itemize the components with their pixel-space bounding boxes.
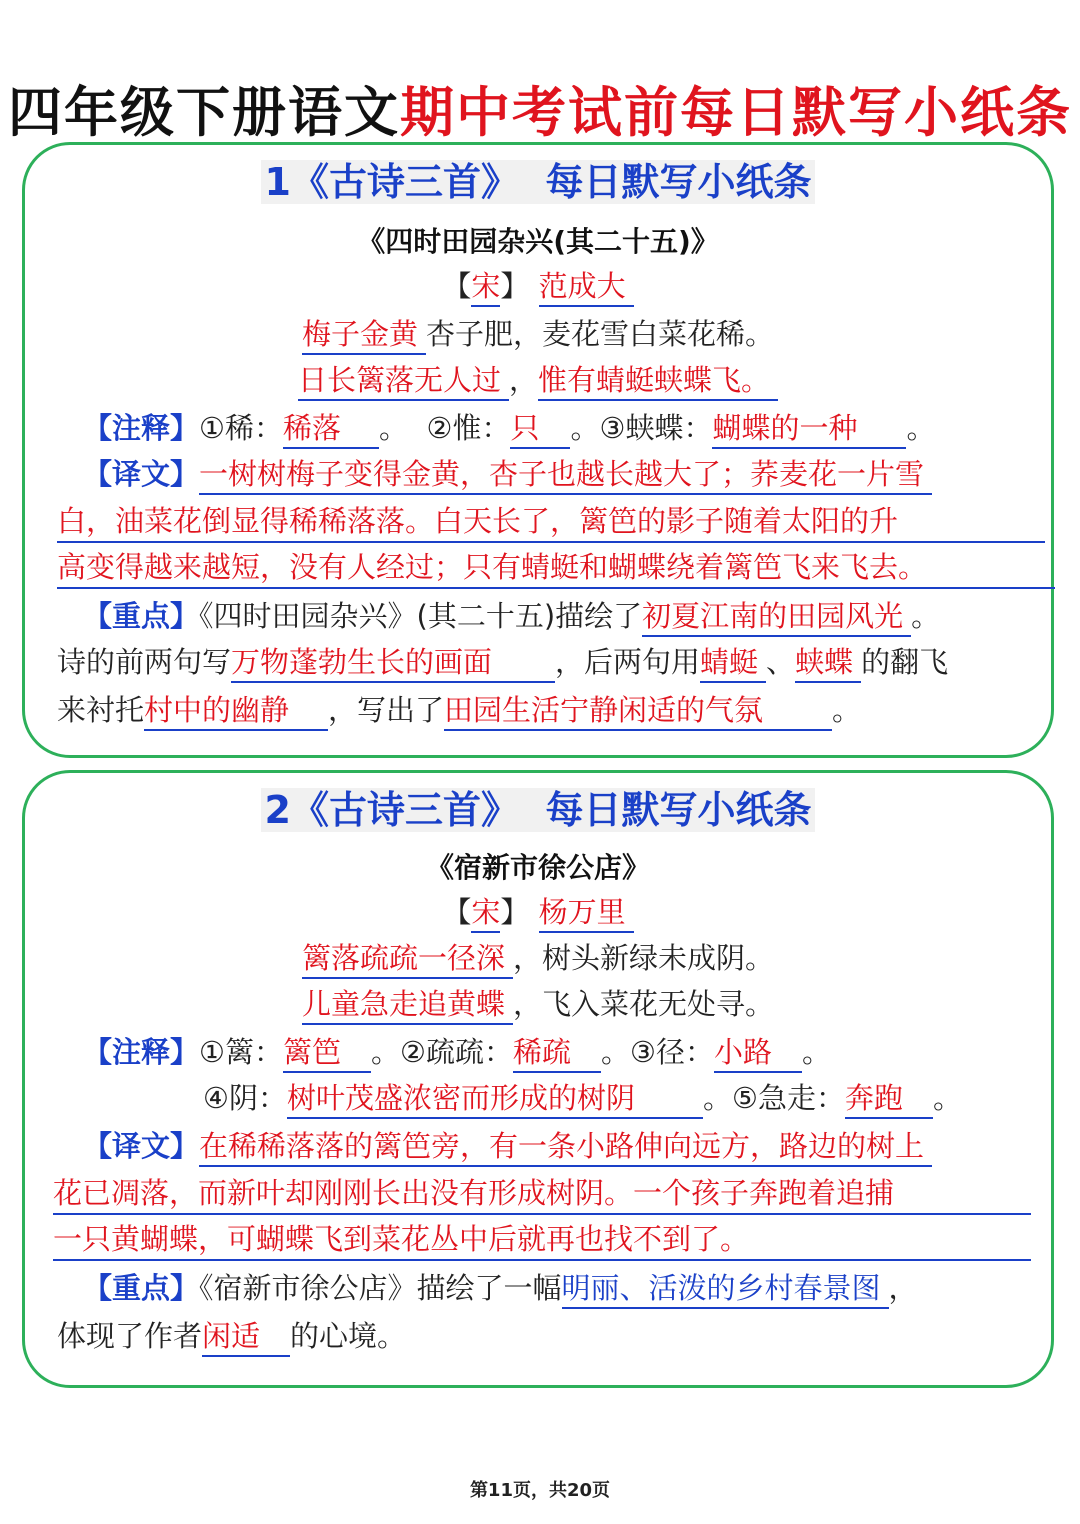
note-3-answer: 蝴蝶的一种 [712, 409, 906, 449]
note-3-label: 。③蛱蝶： [570, 411, 713, 445]
key-row-1 [83, 595, 1080, 637]
poem-line-2-fill: 儿童急走追黄蝶 [302, 985, 513, 1025]
key-2-answer-2: 蜻蜓 [700, 643, 766, 683]
key-1-text: 《宿新市徐公店》描绘了一幅 [199, 1271, 562, 1305]
note-2-label: 。 ②惟： [379, 411, 511, 445]
note-4-answer: 树叶茂盛浓密而形成的树阴 [287, 1079, 703, 1119]
card-subtitle: 每日默写小纸条 [545, 788, 812, 832]
key-row-2 [57, 1315, 1080, 1357]
key-2-sep: 、 [766, 645, 796, 679]
page-number: 第11页，共20页 [469, 1480, 611, 1501]
key-2-text: 诗的前两句写 [57, 645, 232, 679]
key-3-mid: ，写出了 [328, 693, 445, 727]
poem-line-2-rest: ，飞入菜花无处寻。 [513, 987, 775, 1021]
key-2-mid: ，后两句用 [555, 645, 701, 679]
note-2-answer: 只 [510, 409, 570, 449]
author: 杨万里 [539, 893, 634, 933]
key-1-answer: 初夏江南的田园风光 [642, 597, 911, 637]
poem-line-2-fill-b: 惟有蜻蜓蛱蝶飞。 [538, 361, 778, 401]
key-row-1 [83, 1267, 1080, 1309]
notes-row-1 [83, 1031, 1080, 1073]
note-3-answer: 小路 [714, 1033, 802, 1073]
key-2-answer: 万物蓬勃生长的画面 [231, 643, 555, 683]
translation-label: 【译文】 [83, 1129, 200, 1163]
card-heading [25, 789, 1051, 831]
key-2-end: 的翻飞 [861, 645, 949, 679]
poem-line-2 [25, 983, 1051, 1025]
card-book: 《古诗三首》 [290, 160, 519, 204]
poem-card-2 [22, 770, 1054, 1388]
poem-card-1 [22, 142, 1054, 758]
translation-line-2: 白，油菜花倒显得稀稀落落。白天长了，篱笆的影子随着太阳的升 [57, 501, 1045, 543]
note-2-label: 。②疏疏： [371, 1035, 514, 1069]
notes-row [83, 407, 1080, 449]
poem-author-line: 【宋】 杨万里 [25, 891, 1051, 933]
key-1-end: ， [888, 1271, 918, 1305]
note-3-label: 。③径： [601, 1035, 715, 1069]
notes-row-2 [203, 1077, 1080, 1119]
poem-line-2-fill-a: 日长篱落无人过 [298, 361, 509, 401]
poem-line-2 [25, 359, 1051, 401]
key-label: 【重点】 [83, 1271, 200, 1305]
key-3-answer: 村中的幽静 [144, 691, 328, 731]
card-number: 1 [264, 160, 291, 204]
card-subtitle: 每日默写小纸条 [545, 160, 812, 204]
card-heading [25, 161, 1051, 203]
note-end: 。 [802, 1035, 832, 1069]
note-1-label: ①篱： [199, 1035, 284, 1069]
poem-line-1 [25, 313, 1051, 355]
poem-title: 《宿新市徐公店》 [425, 851, 650, 884]
key-1-answer: 明丽、活泼的乡村春景图 [562, 1269, 889, 1309]
key-2-text: 体现了作者 [57, 1319, 203, 1353]
translation-line-1: 在稀稀落落的篱笆旁，有一条小路伸向远方，路边的树上 [199, 1127, 932, 1167]
poem-line-1-rest: ，树头新绿未成阴。 [513, 941, 775, 975]
note-end: 。 [906, 411, 936, 445]
key-3-end: 。 [832, 693, 862, 727]
author: 范成大 [539, 267, 634, 307]
translation-line-3: 一只黄蝴蝶，可蝴蝶飞到菜花丛中后就再也找不到了。 [53, 1219, 1031, 1261]
poem-title: 《四时田园杂兴(其二十五)》 [357, 225, 719, 258]
poem-line-1-fill: 梅子金黄 [302, 315, 426, 355]
note-5-answer: 奔跑 [845, 1079, 933, 1119]
key-1-text: 《四时田园杂兴》(其二十五)描绘了 [199, 599, 643, 633]
translation-row-1 [83, 1125, 1080, 1167]
notes-label: 【注释】 [83, 1035, 200, 1069]
notes-label: 【注释】 [83, 411, 200, 445]
translation-row-1 [83, 453, 1080, 495]
page-title [0, 78, 1080, 148]
translation-label: 【译文】 [83, 457, 200, 491]
key-row-3 [57, 689, 1080, 731]
key-1-end: 。 [911, 599, 941, 633]
poem-line-1-fill: 篱落疏疏一径深 [302, 939, 513, 979]
note-1-label: ①稀： [199, 411, 284, 445]
key-2-answer: 闲适 [202, 1317, 290, 1357]
note-1-answer: 稀落 [283, 409, 379, 449]
translation-line-1: 一树树梅子变得金黄，杏子也越长越大了；荞麦花一片雪 [199, 455, 932, 495]
page-title-prefix: 四年级下册语文 [8, 81, 400, 144]
key-label: 【重点】 [83, 599, 200, 633]
card-number: 2 [264, 788, 291, 832]
note-5-label: 。⑤急走： [703, 1081, 845, 1115]
note-2-answer: 稀疏 [513, 1033, 601, 1073]
translation-line-2: 花已凋落，而新叶却刚刚长出没有形成树阴。一个孩子奔跑着追捕 [53, 1173, 1031, 1215]
poem-line-1-rest: 杏子肥，麦花雪白菜花稀。 [426, 317, 775, 351]
key-3-answer-2: 田园生活宁静闲适的气氛 [444, 691, 832, 731]
dynasty: 宋 [471, 893, 500, 933]
note-5-end: 。 [933, 1081, 963, 1115]
card-book: 《古诗三首》 [290, 788, 519, 832]
dynasty: 宋 [471, 267, 500, 307]
translation-line-3: 高变得越来越短，没有人经过；只有蜻蜓和蝴蝶绕着篱笆飞来飞去。 [57, 547, 1055, 589]
key-row-2 [57, 641, 1080, 683]
key-3-text: 来衬托 [57, 693, 145, 727]
poem-author-line: 【宋】 范成大 [25, 265, 1051, 307]
key-2-answer-3: 蛱蝶 [795, 643, 861, 683]
note-4-label: ④阴： [203, 1081, 287, 1115]
note-1-answer: 篱笆 [283, 1033, 371, 1073]
page-title-highlight: 期中考试前每日默写小纸条 [400, 81, 1072, 144]
poem-line-2-comma: ， [508, 363, 538, 397]
key-2-end: 的心境。 [290, 1319, 407, 1353]
poem-line-1 [25, 937, 1051, 979]
